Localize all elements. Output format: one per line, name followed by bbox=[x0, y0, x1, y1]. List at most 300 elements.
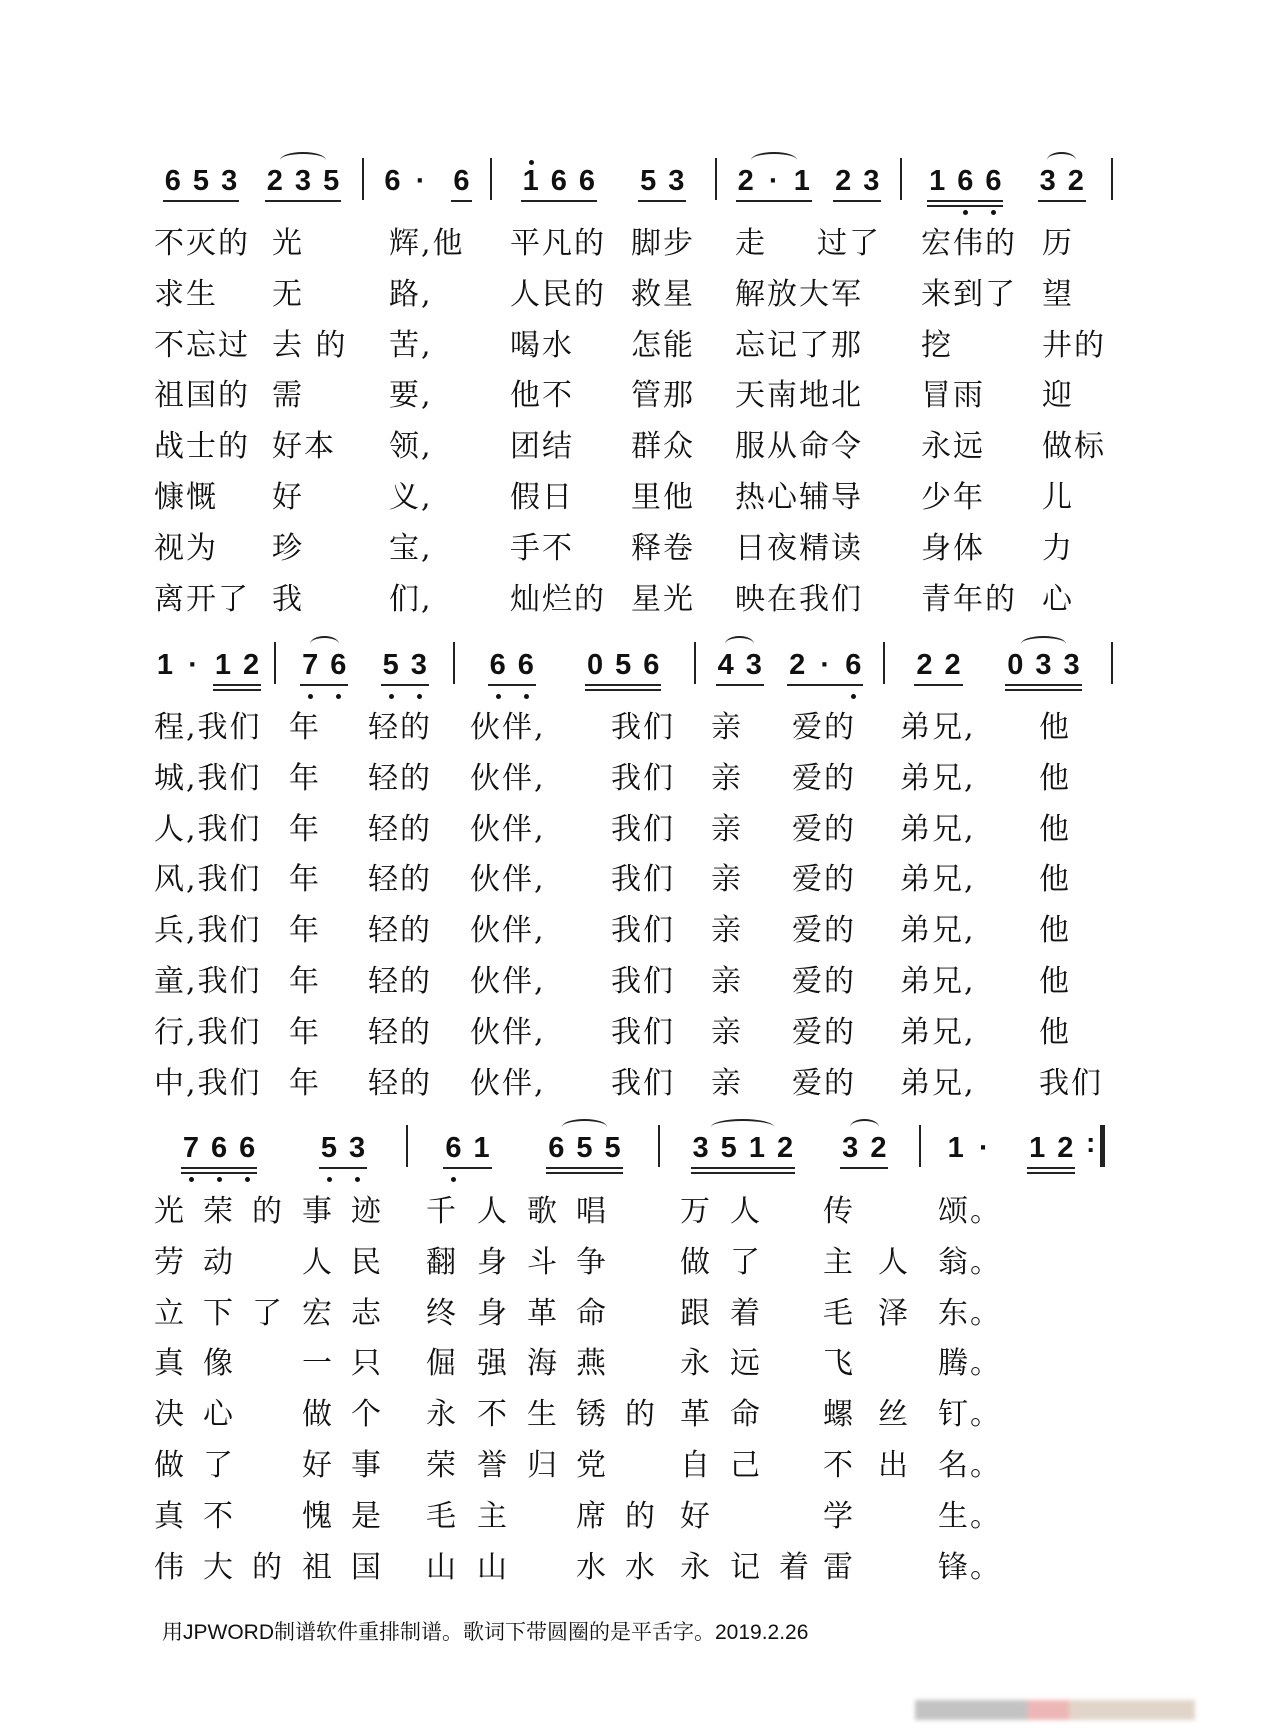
lyric-text: 己 bbox=[730, 1448, 762, 1483]
lyric-text: 爱的 bbox=[792, 760, 856, 796]
lyric-text: 真 bbox=[154, 1498, 186, 1534]
lyric-text: 水 bbox=[576, 1549, 608, 1585]
lyric-text: 永 bbox=[680, 1549, 712, 1585]
lyric-text: 青年的 bbox=[921, 581, 1017, 617]
lyric-text: 他 bbox=[1039, 1014, 1071, 1050]
note-group bbox=[638, 150, 686, 198]
lyric-text: 水 bbox=[625, 1549, 657, 1585]
lyric-text: 望 bbox=[1042, 276, 1074, 312]
note-group bbox=[927, 150, 1003, 198]
lyric-line bbox=[0, 1058, 1272, 1108]
lyric-text: 誉 bbox=[477, 1448, 509, 1483]
lyric-text: 身 bbox=[477, 1295, 509, 1331]
barline bbox=[919, 1125, 921, 1167]
lyric-text: 喝水 bbox=[510, 327, 574, 363]
note-group bbox=[736, 150, 812, 198]
measure bbox=[284, 634, 445, 704]
note-group bbox=[1038, 150, 1086, 198]
lyric-text: 年 bbox=[289, 710, 321, 745]
lyric-text: 视为 bbox=[154, 530, 218, 566]
note: 2 bbox=[266, 165, 283, 197]
lyric-text: 了 bbox=[203, 1448, 235, 1483]
note: 3 bbox=[668, 165, 685, 197]
note: 0 bbox=[1007, 649, 1024, 681]
note: 6 bbox=[384, 165, 401, 197]
lyric-text: 只 bbox=[351, 1346, 383, 1382]
note-group bbox=[840, 1117, 888, 1165]
barline bbox=[900, 158, 902, 200]
lyric-text: 燕 bbox=[576, 1346, 608, 1382]
note: 5 bbox=[192, 165, 210, 197]
lyric-text: 不灭的 bbox=[154, 226, 250, 261]
lyric-text: 他不 bbox=[510, 378, 574, 414]
lyric-text: 挖 bbox=[921, 327, 953, 363]
lyric-text: 他 bbox=[1039, 811, 1071, 847]
lyric-text: 不 bbox=[477, 1397, 509, 1433]
lyric-text: 山 bbox=[426, 1549, 458, 1585]
lyric-text: 动 bbox=[203, 1244, 235, 1280]
lyric-text: 唱 bbox=[576, 1194, 608, 1229]
lyric-text: 锈 bbox=[576, 1397, 608, 1433]
note: 2 bbox=[737, 165, 754, 197]
lyric-text: 螺 bbox=[823, 1397, 855, 1433]
measure bbox=[150, 634, 266, 704]
lyric-text: 年 bbox=[289, 964, 321, 999]
note: 5 bbox=[323, 165, 340, 197]
note: 6 bbox=[518, 648, 534, 682]
note: 2 bbox=[916, 649, 933, 681]
lyric-text: 人 bbox=[878, 1244, 910, 1280]
note-group bbox=[265, 150, 341, 198]
note-group bbox=[521, 150, 597, 198]
notation-row bbox=[0, 1117, 1272, 1187]
note: 1 bbox=[929, 165, 946, 197]
note: 6 bbox=[490, 648, 506, 682]
lyric-text: 好 bbox=[302, 1448, 334, 1483]
lyric-line bbox=[0, 472, 1272, 522]
lyric-line bbox=[0, 320, 1272, 370]
lyric-text: 离开了 bbox=[154, 581, 250, 617]
lyric-text: 锋。 bbox=[938, 1549, 1002, 1585]
lyric-text: 伙伴, bbox=[470, 964, 546, 999]
note-group bbox=[585, 634, 661, 682]
lyric-text: 无 bbox=[272, 276, 304, 312]
octave-dot-below bbox=[245, 1177, 250, 1182]
octave-dot-below bbox=[417, 694, 422, 699]
lyric-text: 宏 bbox=[302, 1295, 334, 1331]
lyric-text: 翻 bbox=[426, 1244, 458, 1280]
note: 6 bbox=[957, 164, 973, 198]
lyric-text: 群众 bbox=[631, 429, 695, 465]
lyric-line bbox=[0, 804, 1272, 854]
lyric-text: 年 bbox=[289, 811, 321, 847]
lyric-text: 是 bbox=[351, 1498, 383, 1534]
lyric-text: 革 bbox=[527, 1295, 559, 1331]
barline bbox=[715, 158, 717, 200]
lyric-text: 弟兄, bbox=[900, 913, 976, 949]
lyric-text: 们, bbox=[389, 581, 433, 617]
octave-dot-below bbox=[496, 694, 501, 699]
note: 5 bbox=[321, 1131, 337, 1165]
lyric-text: 我们 bbox=[611, 1065, 675, 1101]
lyric-text: 心 bbox=[1042, 581, 1074, 617]
lyric-text: 党 bbox=[576, 1448, 608, 1483]
lyric-text: 风,我们 bbox=[154, 862, 262, 898]
lyric-text: 怎能 bbox=[631, 327, 695, 363]
lyric-text: 走 bbox=[735, 226, 767, 261]
lyric-text: 服从命令 bbox=[735, 429, 863, 465]
lyric-text: 劳 bbox=[154, 1244, 186, 1280]
measure bbox=[910, 150, 1103, 220]
lyric-text: 事 bbox=[302, 1194, 334, 1229]
lyric-text: 伙伴, bbox=[470, 710, 546, 745]
lyric-text: 人 bbox=[302, 1244, 334, 1280]
lyric-text: 好 bbox=[272, 480, 304, 515]
lyric-text: 我们 bbox=[611, 913, 675, 949]
note: 5 bbox=[604, 1132, 621, 1164]
lyric-text: 他 bbox=[1039, 913, 1071, 949]
note: 1 bbox=[156, 649, 174, 681]
lyric-text: 伙伴, bbox=[470, 811, 546, 847]
note: · bbox=[415, 165, 426, 197]
lyric-text: 生。 bbox=[938, 1498, 1002, 1534]
lyric-text: 团结 bbox=[510, 429, 574, 465]
note-group bbox=[451, 150, 471, 198]
lyric-text: 出 bbox=[878, 1448, 910, 1483]
lyric-text: 归 bbox=[527, 1448, 559, 1483]
lyric-text: 轻的 bbox=[368, 811, 432, 847]
lyric-text: 灿烂的 bbox=[510, 581, 606, 617]
lyric-text: 假日 bbox=[510, 480, 574, 515]
lyric-text: 释卷 bbox=[631, 530, 695, 566]
lyric-text: 不 bbox=[823, 1448, 855, 1483]
lyric-text: 冒雨 bbox=[921, 378, 985, 414]
lyric-text: 着 bbox=[730, 1295, 762, 1331]
lyric-text: 传 bbox=[823, 1194, 855, 1229]
note: 1 bbox=[748, 1132, 765, 1164]
octave-dot-above bbox=[529, 160, 534, 165]
lyric-text: 伙伴, bbox=[470, 760, 546, 796]
note: 3 bbox=[842, 1132, 859, 1164]
octave-dot-below bbox=[189, 1177, 194, 1182]
octave-dot-below bbox=[991, 210, 996, 215]
lyric-text: 命 bbox=[730, 1397, 762, 1433]
lyric-text: 要, bbox=[389, 378, 433, 414]
lyric-text: 日夜精读 bbox=[735, 530, 863, 566]
measure bbox=[150, 1117, 398, 1187]
lyric-text: 脚步 bbox=[631, 226, 695, 261]
measure bbox=[463, 634, 686, 704]
measure bbox=[668, 1117, 911, 1187]
note: 5 bbox=[383, 648, 399, 682]
note: 6 bbox=[578, 165, 595, 197]
note-group bbox=[381, 634, 429, 682]
note: 4 bbox=[717, 649, 734, 681]
lyric-text: 儿 bbox=[1042, 480, 1074, 515]
lyric-text: 历 bbox=[1042, 226, 1074, 261]
note-group bbox=[716, 634, 764, 682]
lyric-text: 平凡的 bbox=[510, 226, 606, 261]
barline bbox=[883, 642, 885, 684]
octave-dot-below bbox=[389, 694, 394, 699]
lyric-line bbox=[0, 1338, 1272, 1388]
lyric-text: 亲 bbox=[711, 1014, 743, 1050]
lyric-text: 的 bbox=[252, 1194, 284, 1229]
lyric-text: 民 bbox=[351, 1244, 383, 1280]
note: 2 bbox=[1067, 165, 1084, 197]
note: 0 bbox=[586, 649, 604, 681]
lyric-text: 心 bbox=[203, 1397, 235, 1433]
note: 6 bbox=[330, 648, 346, 682]
lyric-line bbox=[0, 574, 1272, 624]
measure bbox=[929, 1117, 1092, 1187]
note-group bbox=[443, 1117, 491, 1165]
measure bbox=[704, 634, 875, 704]
octave-dot-below bbox=[524, 694, 529, 699]
lyric-text: 慷慨 bbox=[154, 480, 218, 515]
lyric-text: 年 bbox=[289, 760, 321, 796]
lyric-line bbox=[0, 854, 1272, 904]
lyric-line bbox=[0, 218, 1272, 268]
lyric-text: 命 bbox=[576, 1295, 608, 1331]
barline bbox=[1100, 1125, 1105, 1167]
lyric-text: 管那 bbox=[631, 378, 695, 414]
lyric-text: 好本 bbox=[272, 429, 336, 465]
lyric-text: 我们 bbox=[611, 760, 675, 796]
lyric-text: 星光 bbox=[631, 581, 695, 617]
lyric-text: 爱的 bbox=[792, 1065, 856, 1101]
lyric-text: 宝, bbox=[389, 530, 433, 566]
lyric-text: 爱的 bbox=[792, 1014, 856, 1050]
lyric-text: 亲 bbox=[711, 1065, 743, 1101]
lyric-text: 珍 bbox=[272, 530, 304, 566]
lyric-text: 亲 bbox=[711, 811, 743, 847]
lyric-text: 个 bbox=[351, 1397, 383, 1433]
lyric-text: 他 bbox=[1039, 760, 1071, 796]
lyric-text: 像 bbox=[203, 1346, 235, 1382]
lyric-text: 祖 bbox=[302, 1549, 334, 1585]
lyric-text: 学 bbox=[823, 1498, 855, 1534]
lyric-text: 立 bbox=[154, 1295, 186, 1331]
note: 3 bbox=[221, 165, 238, 197]
measure bbox=[725, 150, 892, 220]
lyric-text: 弟兄, bbox=[900, 1014, 976, 1050]
note: 5 bbox=[576, 1132, 593, 1164]
lyric-line bbox=[0, 905, 1272, 955]
lyric-text: 光 bbox=[272, 226, 304, 261]
lyric-text: 万 bbox=[680, 1194, 712, 1229]
lyric-line bbox=[0, 1389, 1272, 1439]
footer-note: 用JPWORD制谱软件重排制谱。歌词下带圆圈的是平舌字。2019.2.26 bbox=[162, 1621, 809, 1644]
lyric-text: 领, bbox=[389, 429, 433, 465]
lyric-text: 年 bbox=[289, 1065, 321, 1101]
lyric-text: 荣 bbox=[426, 1448, 458, 1483]
lyric-text: 宏伟的 bbox=[921, 226, 1017, 261]
note: 5 bbox=[640, 165, 657, 197]
note: 2 bbox=[1057, 1132, 1074, 1164]
notation-row bbox=[0, 634, 1272, 704]
lyric-text: 行,我们 bbox=[154, 1014, 262, 1050]
note-group bbox=[382, 150, 430, 198]
lyric-text: 东。 bbox=[938, 1295, 1002, 1331]
lyric-text: 亲 bbox=[711, 760, 743, 796]
lyric-line bbox=[0, 956, 1272, 1006]
note: 2 bbox=[835, 165, 852, 197]
lyric-text: 了 bbox=[252, 1295, 284, 1331]
lyric-text: 城,我们 bbox=[154, 760, 262, 796]
note: 6 bbox=[453, 165, 470, 197]
note: 3 bbox=[349, 1131, 365, 1165]
lyric-text: 决 bbox=[154, 1397, 186, 1433]
lyric-line bbox=[0, 421, 1272, 471]
lyric-text: 爱的 bbox=[792, 964, 856, 999]
note-group bbox=[155, 634, 203, 682]
note-group bbox=[213, 634, 261, 682]
octave-dot-below bbox=[963, 210, 968, 215]
note-group bbox=[546, 1117, 622, 1165]
lyric-text: 伙伴, bbox=[470, 1065, 546, 1101]
note: 3 bbox=[294, 165, 312, 197]
measure bbox=[372, 150, 482, 220]
lyric-text: 志 bbox=[351, 1295, 383, 1331]
lyric-text: 童,我们 bbox=[154, 964, 262, 999]
lyric-text: 倔 bbox=[426, 1346, 458, 1382]
lyric-text: 辉,他 bbox=[389, 226, 465, 261]
octave-dot-below bbox=[336, 694, 341, 699]
lyric-text: 身体 bbox=[921, 530, 985, 566]
lyric-text: 弟兄, bbox=[900, 710, 976, 745]
lyric-text: 革 bbox=[680, 1397, 712, 1433]
lyric-text: 我们 bbox=[611, 862, 675, 898]
lyric-text: 伙伴, bbox=[470, 1014, 546, 1050]
octave-dot-below bbox=[327, 1177, 332, 1182]
note: 2 bbox=[870, 1132, 887, 1164]
lyric-text: 我们 bbox=[611, 1014, 675, 1050]
note: 1 bbox=[1029, 1132, 1046, 1164]
lyric-text: 雷 bbox=[823, 1549, 855, 1585]
note-group bbox=[1005, 634, 1081, 682]
lyric-text: 需 bbox=[272, 378, 304, 414]
note: 2 bbox=[789, 649, 806, 681]
lyric-text: 腾。 bbox=[938, 1346, 1002, 1382]
lyric-text: 忘记了那 bbox=[735, 327, 863, 363]
lyric-text: 少年 bbox=[921, 480, 985, 515]
lyric-text: 永 bbox=[680, 1346, 712, 1382]
lyric-text: 歌 bbox=[527, 1194, 559, 1229]
note: 5 bbox=[615, 649, 632, 681]
measure bbox=[500, 150, 707, 220]
note: 7 bbox=[302, 648, 318, 682]
lyric-text: 爱的 bbox=[792, 862, 856, 898]
lyric-text: 井的 bbox=[1042, 327, 1106, 363]
lyric-text: 伟 bbox=[154, 1549, 186, 1585]
lyric-line bbox=[0, 1186, 1272, 1236]
octave-dot-below bbox=[217, 1177, 222, 1182]
lyric-line bbox=[0, 370, 1272, 420]
note: · bbox=[820, 649, 831, 681]
note-group bbox=[181, 1117, 257, 1165]
lyric-text: 战士的 bbox=[154, 429, 250, 465]
lyric-text: 弟兄, bbox=[900, 760, 976, 796]
lyric-text: 国 bbox=[351, 1549, 383, 1585]
lyric-line bbox=[0, 1237, 1272, 1287]
lyric-text: 苦, bbox=[389, 327, 433, 363]
lyric-text: 人 bbox=[730, 1194, 762, 1229]
lyric-text: 海 bbox=[527, 1346, 559, 1382]
lyric-text: 山 bbox=[477, 1549, 509, 1585]
lyric-text: 主 bbox=[823, 1244, 855, 1280]
lyric-text: 我们 bbox=[1039, 1065, 1103, 1101]
lyric-text: 天南地北 bbox=[735, 378, 863, 414]
lyric-text: 强 bbox=[477, 1346, 509, 1382]
lyric-text: 过了 bbox=[817, 226, 881, 261]
note-group bbox=[691, 1117, 796, 1165]
note: 6 bbox=[550, 165, 567, 197]
lyric-text: 毛 bbox=[426, 1498, 458, 1534]
note: 2 bbox=[776, 1132, 794, 1164]
note-group bbox=[319, 1117, 367, 1165]
barline bbox=[406, 1125, 408, 1167]
lyric-line bbox=[0, 1491, 1272, 1541]
note-group bbox=[787, 634, 863, 682]
barline bbox=[453, 642, 455, 684]
lyric-text: 映在我们 bbox=[735, 581, 863, 617]
lyric-text: 做 bbox=[680, 1244, 712, 1280]
lyric-text: 他 bbox=[1039, 862, 1071, 898]
lyric-line bbox=[0, 1440, 1272, 1490]
note: 6 bbox=[239, 1131, 255, 1165]
octave-dot-below bbox=[355, 1177, 360, 1182]
note: 6 bbox=[164, 165, 181, 197]
lyric-text: 终 bbox=[426, 1295, 458, 1331]
note: 3 bbox=[1039, 165, 1056, 197]
lyric-text: 的 bbox=[625, 1498, 657, 1534]
lyric-text: 事 bbox=[351, 1448, 383, 1483]
lyric-text: 手不 bbox=[510, 530, 574, 566]
note: 6 bbox=[211, 1131, 227, 1165]
lyric-text: 他 bbox=[1039, 964, 1071, 999]
lyric-text: 自 bbox=[680, 1448, 712, 1483]
lyric-text: 名。 bbox=[938, 1448, 1002, 1483]
lyric-text: 救星 bbox=[631, 276, 695, 312]
note: 6 bbox=[985, 164, 1001, 198]
lyric-text: 永 bbox=[426, 1397, 458, 1433]
lyric-line bbox=[0, 1007, 1272, 1057]
lyric-text: 主 bbox=[477, 1498, 509, 1534]
lyric-text: 年 bbox=[289, 1014, 321, 1050]
lyric-text: 伙伴, bbox=[470, 862, 546, 898]
lyric-text: 年 bbox=[289, 913, 321, 949]
lyric-text: 做 bbox=[154, 1448, 186, 1483]
note: 3 bbox=[692, 1132, 709, 1164]
lyric-text: 身 bbox=[477, 1244, 509, 1280]
lyric-text: 来到了 bbox=[921, 276, 1017, 312]
lyric-text: 轻的 bbox=[368, 710, 432, 745]
lyric-text: 弟兄, bbox=[900, 862, 976, 898]
note: 3 bbox=[411, 648, 427, 682]
lyric-text: 他 bbox=[1039, 710, 1071, 745]
lyric-text: 一 bbox=[302, 1346, 334, 1382]
lyric-text: 好 bbox=[680, 1498, 712, 1534]
watermark bbox=[915, 1700, 1195, 1720]
octave-dot-below bbox=[451, 1177, 456, 1182]
lyric-text: 迹 bbox=[351, 1194, 383, 1229]
lyric-text: 爱的 bbox=[792, 710, 856, 745]
lyric-text: 程,我们 bbox=[154, 710, 262, 745]
lyric-text: 下 bbox=[203, 1295, 235, 1331]
lyric-text: 热心辅导 bbox=[735, 480, 863, 515]
lyric-text: 泽 bbox=[878, 1295, 910, 1331]
